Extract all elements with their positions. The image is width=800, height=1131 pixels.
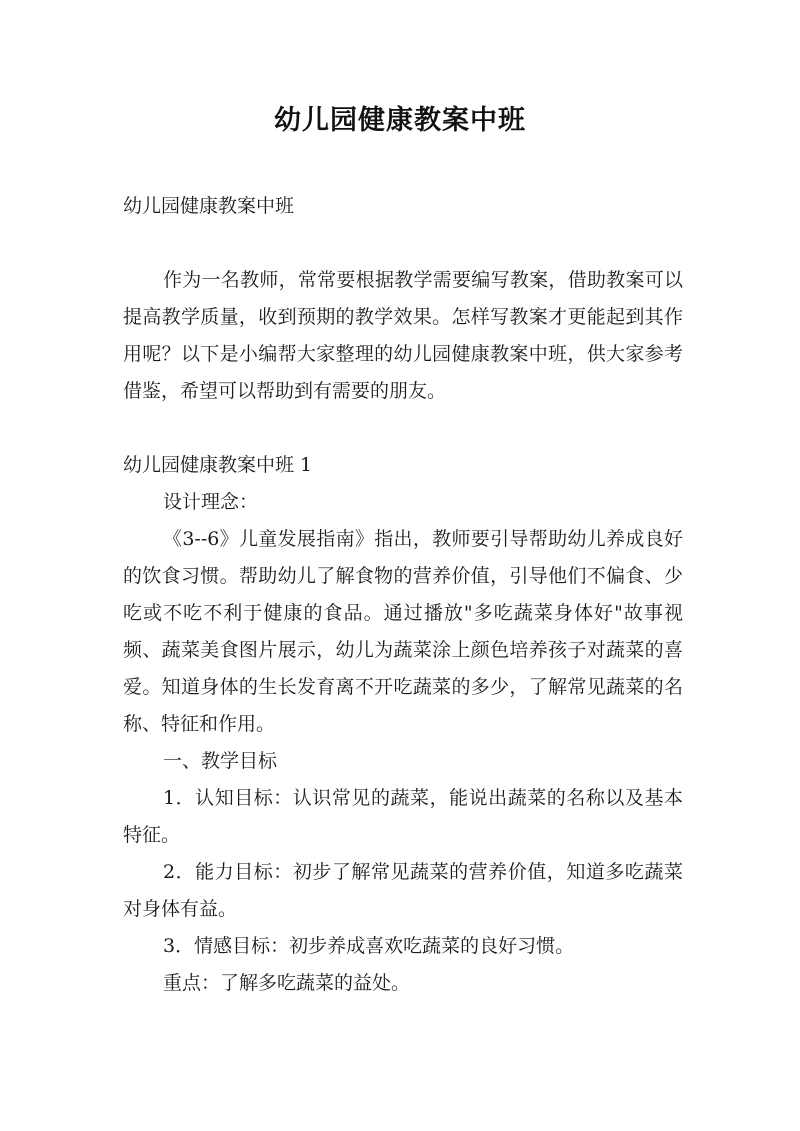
design-label: 设计理念： xyxy=(163,491,259,513)
spacer xyxy=(123,225,683,262)
document-title: 幼儿园健康教案中班 xyxy=(274,105,526,136)
goal-item-3: 3．情感目标：初步养成喜欢吃蔬菜的良好习惯。 xyxy=(163,935,575,957)
intro-paragraph: 作为一名教师，常常要根据教学需要编写教案，借助教案可以提高教学质量，收到预期的教学效果。怎样写教案才更能起到其作用呢？以下是小编帮大家整理的幼儿园健康教案中班，供大家参考借鉴，希望可以帮助到有需要的朋友。 xyxy=(123,269,683,402)
key-point: 重点：了解多吃蔬菜的益处。 xyxy=(163,972,411,994)
document-body xyxy=(123,188,683,1002)
goal-item-2: 2．能力目标：初步了解常见蔬菜的营养价值，知道多吃蔬菜对身体有益。 xyxy=(123,861,683,920)
design-paragraph: 《3--6》儿童发展指南》指出，教师要引导帮助幼儿养成良好的饮食习惯。帮助幼儿了解食物的营养价值，引导他们不偏食、少吃或不吃不利于健康的食品。通过播放"多吃蔬菜身体好"故事视频、蔬菜美食图片展示，幼儿为蔬菜涂上颜色培养孩子对蔬菜的喜爱。知道身体的生长发育离不开吃蔬菜的多少，了解常见蔬菜的名称、特征和作用。 xyxy=(123,528,683,735)
section-heading: 幼儿园健康教案中班 1 xyxy=(123,454,313,476)
goal-item-1: 1．认知目标：认识常见的蔬菜，能说出蔬菜的名称以及基本特征。 xyxy=(123,787,683,846)
document-subtitle: 幼儿园健康教案中班 xyxy=(123,195,295,217)
goals-heading: 一、教学目标 xyxy=(163,750,278,772)
spacer xyxy=(123,410,683,447)
